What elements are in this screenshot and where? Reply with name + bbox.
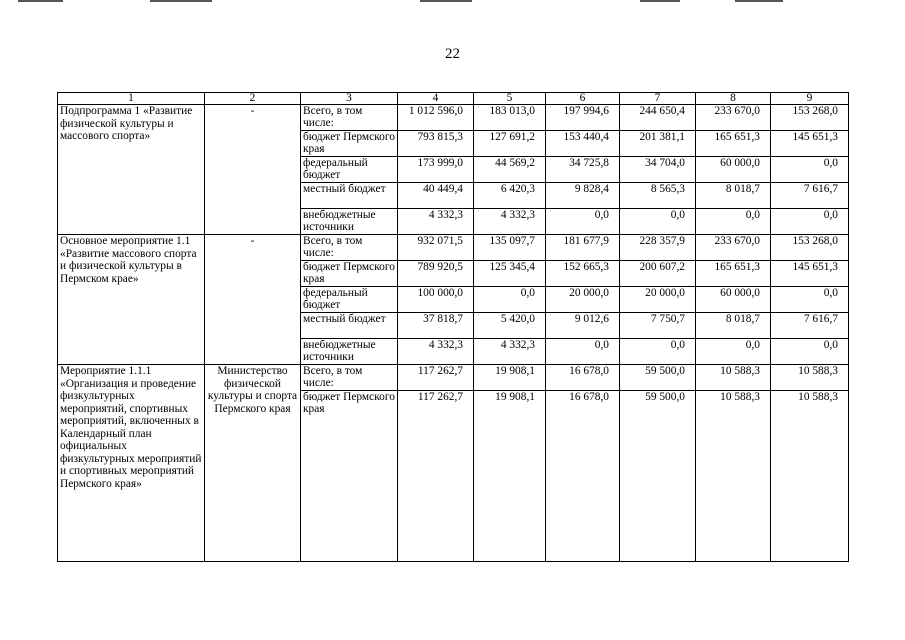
amount-cell: 40 449,4 (398, 183, 474, 209)
amount-cell: 181 677,9 (546, 235, 620, 261)
table-row (58, 365, 849, 391)
column-number: 9 (771, 93, 849, 105)
column-number: 4 (398, 93, 474, 105)
program-name-cell: Подпрограмма 1 «Развитие физической культуры и массового спорта» (58, 105, 205, 235)
amount-cell: 0,0 (474, 287, 546, 313)
amount-cell: 173 999,0 (398, 157, 474, 183)
program-name-cell: Основное мероприятие 1.1 «Развитие массового спорта и физической культуры в Пермском крае» (58, 235, 205, 365)
amount-cell: 0,0 (620, 339, 696, 365)
amount-cell: 0,0 (696, 339, 771, 365)
amount-cell: 117 262,7 (398, 365, 474, 391)
amount-cell: 4 332,3 (474, 339, 546, 365)
amount-cell: 0,0 (620, 209, 696, 235)
amount-cell: 19 908,1 (474, 365, 546, 391)
funding-source-cell: внебюджетные источники (301, 209, 398, 235)
amount-cell: 153 268,0 (771, 235, 849, 261)
amount-cell: 233 670,0 (696, 105, 771, 131)
column-number: 3 (301, 93, 398, 105)
amount-cell: 19 908,1 (474, 391, 546, 562)
scan-edge-line (420, 0, 472, 2)
amount-cell: 152 665,3 (546, 261, 620, 287)
amount-cell: 7 616,7 (771, 313, 849, 339)
amount-cell: 0,0 (771, 209, 849, 235)
amount-cell: 10 588,3 (771, 365, 849, 391)
executor-cell: - (205, 105, 301, 235)
amount-cell: 6 420,3 (474, 183, 546, 209)
amount-cell: 0,0 (546, 209, 620, 235)
amount-cell: 4 332,3 (398, 339, 474, 365)
funding-source-cell: Всего, в том числе: (301, 235, 398, 261)
amount-cell: 10 588,3 (696, 391, 771, 562)
amount-cell: 60 000,0 (696, 287, 771, 313)
amount-cell: 228 357,9 (620, 235, 696, 261)
amount-cell: 0,0 (771, 287, 849, 313)
amount-cell: 0,0 (771, 339, 849, 365)
amount-cell: 789 920,5 (398, 261, 474, 287)
funding-source-cell: Всего, в том числе: (301, 105, 398, 131)
amount-cell: 34 704,0 (620, 157, 696, 183)
funding-source-cell: федеральный бюджет (301, 157, 398, 183)
funding-source-cell: бюджет Пермского края (301, 261, 398, 287)
amount-cell: 20 000,0 (546, 287, 620, 313)
amount-cell: 117 262,7 (398, 391, 474, 562)
amount-cell: 4 332,3 (398, 209, 474, 235)
funding-source-cell: местный бюджет (301, 313, 398, 339)
scan-edge-line (735, 0, 783, 2)
executor-cell: - (205, 235, 301, 365)
amount-cell: 16 678,0 (546, 365, 620, 391)
budget-table (57, 92, 849, 562)
scan-edge-line (150, 0, 212, 2)
column-number: 8 (696, 93, 771, 105)
column-number: 2 (205, 93, 301, 105)
amount-cell: 197 994,6 (546, 105, 620, 131)
column-number: 6 (546, 93, 620, 105)
column-number: 5 (474, 93, 546, 105)
amount-cell: 7 616,7 (771, 183, 849, 209)
amount-cell: 153 268,0 (771, 105, 849, 131)
amount-cell: 233 670,0 (696, 235, 771, 261)
amount-cell: 201 381,1 (620, 131, 696, 157)
amount-cell: 10 588,3 (771, 391, 849, 562)
amount-cell: 0,0 (771, 157, 849, 183)
amount-cell: 60 000,0 (696, 157, 771, 183)
table-row (58, 105, 849, 131)
amount-cell: 100 000,0 (398, 287, 474, 313)
column-number: 1 (58, 93, 205, 105)
amount-cell: 0,0 (696, 209, 771, 235)
funding-source-cell: бюджет Пермского края (301, 391, 398, 562)
amount-cell: 165 651,3 (696, 261, 771, 287)
column-number: 7 (620, 93, 696, 105)
amount-cell: 183 013,0 (474, 105, 546, 131)
funding-source-cell: Всего, в том числе: (301, 365, 398, 391)
amount-cell: 8 018,7 (696, 183, 771, 209)
amount-cell: 8 018,7 (696, 313, 771, 339)
amount-cell: 37 818,7 (398, 313, 474, 339)
amount-cell: 59 500,0 (620, 391, 696, 562)
amount-cell: 44 569,2 (474, 157, 546, 183)
amount-cell: 16 678,0 (546, 391, 620, 562)
amount-cell: 145 651,3 (771, 261, 849, 287)
table-row (58, 235, 849, 261)
amount-cell: 9 828,4 (546, 183, 620, 209)
amount-cell: 4 332,3 (474, 209, 546, 235)
funding-source-cell: федеральный бюджет (301, 287, 398, 313)
column-number-row (58, 93, 849, 105)
amount-cell: 135 097,7 (474, 235, 546, 261)
amount-cell: 145 651,3 (771, 131, 849, 157)
funding-source-cell: внебюджетные источники (301, 339, 398, 365)
amount-cell: 5 420,0 (474, 313, 546, 339)
amount-cell: 9 012,6 (546, 313, 620, 339)
amount-cell: 10 588,3 (696, 365, 771, 391)
amount-cell: 7 750,7 (620, 313, 696, 339)
page-number: 22 (445, 46, 460, 62)
amount-cell: 244 650,4 (620, 105, 696, 131)
scan-edge-line (640, 0, 680, 2)
amount-cell: 932 071,5 (398, 235, 474, 261)
funding-source-cell: местный бюджет (301, 183, 398, 209)
funding-source-cell: бюджет Пермского края (301, 131, 398, 157)
amount-cell: 127 691,2 (474, 131, 546, 157)
scan-edge-line (18, 0, 63, 2)
program-name-cell: Мероприятие 1.1.1 «Организация и проведение физкультурных мероприятий, спортивных мероприятий, включенных в Календарный план официальных физкультурных мероприятий и спортивных мероприятий Пермского края» (58, 365, 205, 562)
amount-cell: 125 345,4 (474, 261, 546, 287)
amount-cell: 1 012 596,0 (398, 105, 474, 131)
amount-cell: 8 565,3 (620, 183, 696, 209)
amount-cell: 153 440,4 (546, 131, 620, 157)
amount-cell: 200 607,2 (620, 261, 696, 287)
amount-cell: 165 651,3 (696, 131, 771, 157)
amount-cell: 20 000,0 (620, 287, 696, 313)
executor-cell: Министерство физической культуры и спорта Пермского края (205, 365, 301, 562)
amount-cell: 59 500,0 (620, 365, 696, 391)
amount-cell: 34 725,8 (546, 157, 620, 183)
amount-cell: 793 815,3 (398, 131, 474, 157)
amount-cell: 0,0 (546, 339, 620, 365)
